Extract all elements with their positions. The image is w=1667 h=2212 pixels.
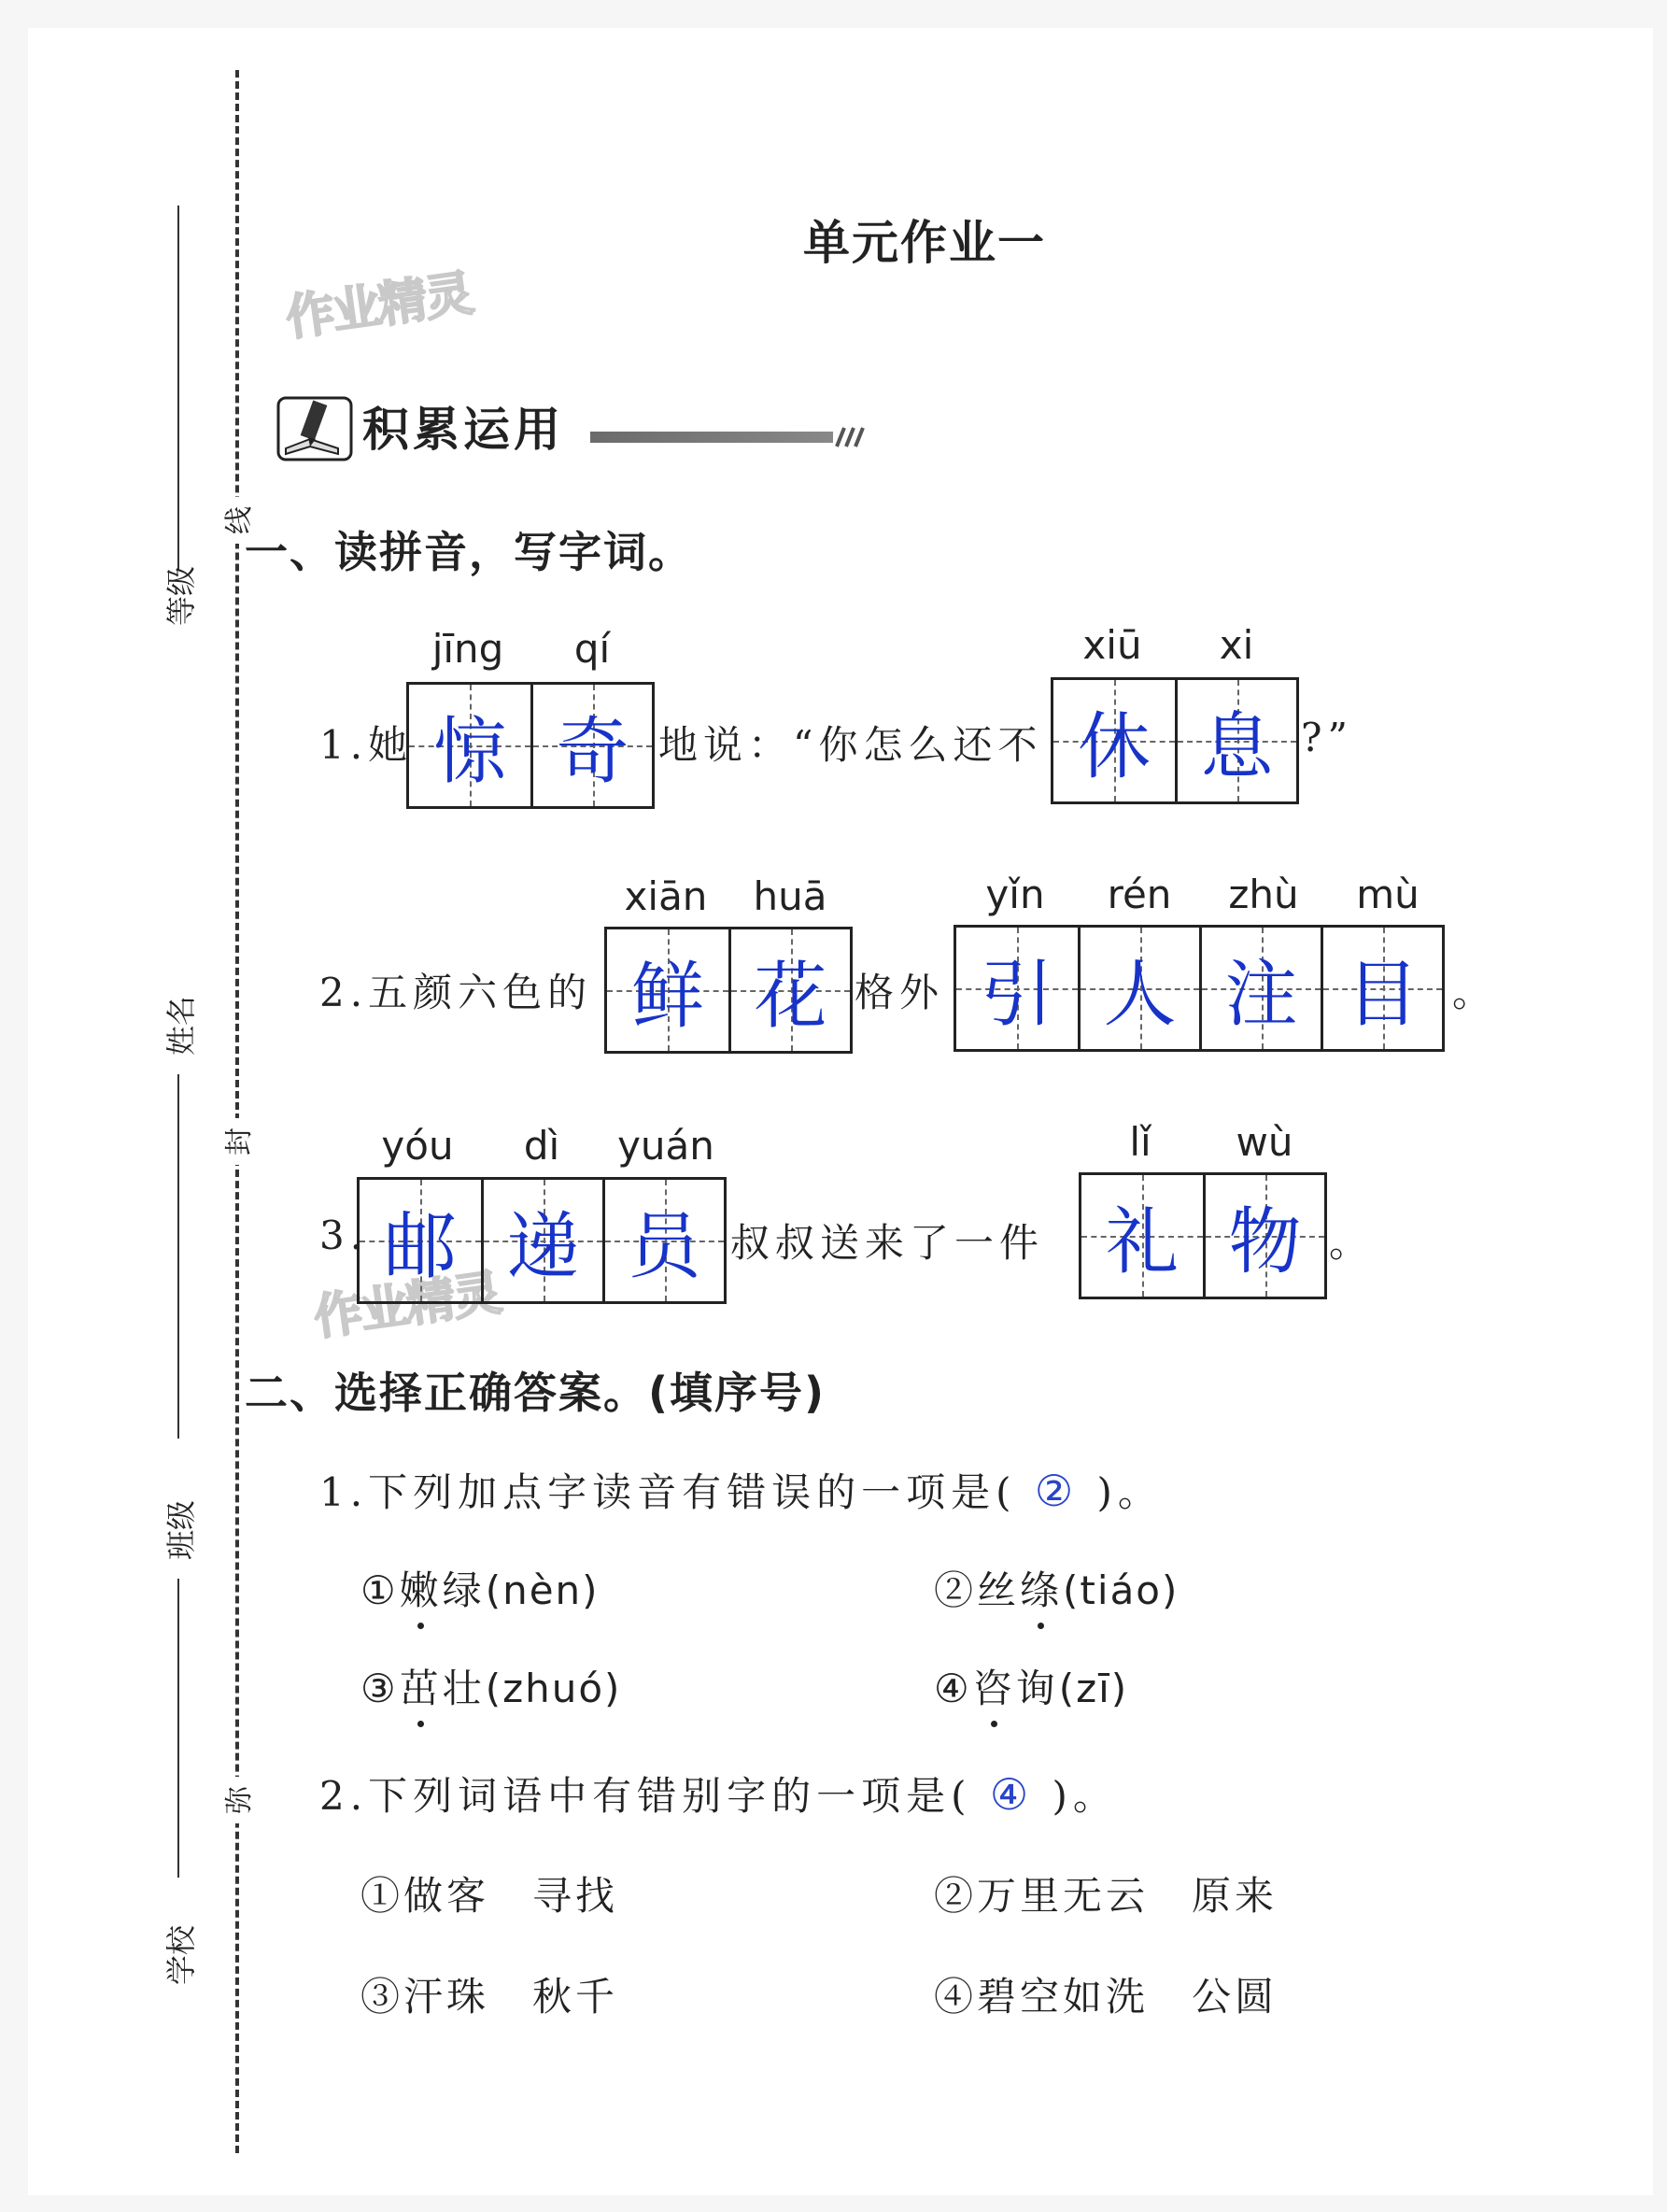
section-banner: [273, 392, 870, 467]
pinyin: huā: [753, 873, 827, 919]
answer-cell[interactable]: 邮: [360, 1180, 481, 1301]
worksheet-page: 线 封 弥 等级 姓名 班级 学校 单元作业一 作业精灵 作业精灵 积累运用 一、读拼音，写字词。 jīng qí 1.她 惊 奇 地说：“你怎么还不 xiū xi 休 息 ?” 2.五颜六色的 xiān huā 鲜 花 格外 yǐn rén zhù mù 引 人 注 目 。 3. yóu dì yuán 邮 递 员 叔叔送来了一件 lǐ wù 礼 物 。 二、选择正确答案。(填序号) 1.下列加点字读音有错误的一项是( ② )。 ①嫩绿(nèn) ②丝绦(tiáo) ③茁壮(zhuó) ④咨询(zī) 2.下列词语中有错别字的一项是( ④ )。 ①做客 寻找 ②万里无云 原来 ③汗珠 秋千 ④碧空如洗 公圆: [28, 28, 1653, 2195]
answer-fill[interactable]: ④: [989, 1769, 1035, 1820]
option-2[interactable]: ②万里无云 原来: [934, 1873, 1279, 1919]
answer-cell[interactable]: 注: [1199, 928, 1321, 1049]
pinyin: rén: [1107, 872, 1172, 917]
binding-dashed-line: [235, 70, 239, 2153]
part2-heading: 二、选择正确答案。(填序号): [245, 1368, 826, 1418]
option-4[interactable]: ④咨询(zī): [934, 1658, 1128, 1714]
answer-fill[interactable]: ②: [1034, 1466, 1080, 1516]
answer-cell[interactable]: 鲜: [607, 929, 728, 1051]
option-2[interactable]: ②丝绦(tiáo): [934, 1560, 1179, 1616]
answer-cell[interactable]: 递: [481, 1180, 602, 1301]
question-text: 叔叔送来了一件: [730, 1220, 1045, 1266]
pinyin: wù: [1236, 1119, 1293, 1165]
answer-boxes[interactable]: [357, 1177, 727, 1304]
section-banner-bar: [590, 432, 833, 443]
question-text: 地说：“你怎么还不: [658, 722, 1043, 768]
question-text: 3.: [319, 1212, 369, 1258]
answer-cell[interactable]: 奇: [530, 685, 652, 806]
question-text: 1.她: [319, 722, 414, 768]
option-3[interactable]: ③茁壮(zhuó): [360, 1658, 621, 1714]
pinyin: dì: [523, 1123, 560, 1169]
option-3[interactable]: ③汗珠 秋千: [360, 1974, 619, 2020]
question-text: 格外: [855, 970, 945, 1015]
pinyin: zhù: [1228, 872, 1299, 917]
answer-cell[interactable]: 礼: [1081, 1175, 1203, 1297]
pinyin: xi: [1219, 622, 1254, 668]
pinyin: xiū: [1082, 622, 1142, 668]
question-text: 2.五颜六色的: [319, 970, 593, 1015]
answer-cell[interactable]: 引: [956, 928, 1078, 1049]
answer-cell[interactable]: 员: [602, 1180, 724, 1301]
question-stem: 1.下列加点字读音有错误的一项是( ② )。: [319, 1466, 1163, 1516]
section-banner-label: 积累运用: [362, 403, 564, 457]
part1-heading: 一、读拼音，写字词。: [245, 527, 693, 577]
binding-mark-xian: 线: [216, 497, 257, 544]
answer-cell[interactable]: 物: [1203, 1175, 1324, 1297]
answer-cell[interactable]: 休: [1053, 680, 1175, 801]
option-1[interactable]: ①做客 寻找: [360, 1873, 619, 1919]
page-title: 单元作业一: [803, 216, 1046, 270]
pinyin: jīng: [431, 626, 504, 672]
watermark-2: 作业精灵: [310, 1265, 503, 1347]
option-1[interactable]: ①嫩绿(nèn): [360, 1560, 600, 1616]
pinyin: yóu: [381, 1123, 454, 1169]
answer-boxes[interactable]: [954, 925, 1445, 1052]
answer-boxes[interactable]: [1051, 677, 1299, 804]
option-4[interactable]: ④碧空如洗 公圆: [934, 1974, 1279, 2020]
binding-mark-feng: 封: [216, 1118, 257, 1165]
watermark: 作业精灵: [282, 265, 475, 347]
banner-slash-decoration: [833, 426, 870, 448]
answer-cell[interactable]: 花: [728, 929, 850, 1051]
question-text: 。: [1452, 970, 1498, 1015]
question-stem: 2.下列词语中有错别字的一项是( ④ )。: [319, 1769, 1118, 1820]
pinyin: yǐn: [985, 872, 1045, 917]
binding-mark-mi: 弥: [216, 1777, 257, 1823]
pinyin: qí: [573, 626, 611, 672]
question-text: 。: [1329, 1220, 1375, 1266]
pinyin: lǐ: [1129, 1119, 1151, 1165]
answer-cell[interactable]: 人: [1078, 928, 1199, 1049]
pinyin: xiān: [624, 873, 708, 919]
answer-boxes[interactable]: [1079, 1172, 1327, 1299]
answer-boxes[interactable]: [604, 927, 853, 1054]
answer-cell[interactable]: 息: [1175, 680, 1296, 801]
pinyin: yuán: [617, 1123, 714, 1169]
question-text: ?”: [1301, 715, 1353, 760]
answer-boxes[interactable]: [406, 682, 655, 809]
pinyin: mù: [1356, 872, 1420, 917]
pencil-book-icon: [273, 392, 357, 467]
answer-cell[interactable]: 目: [1321, 928, 1442, 1049]
answer-cell[interactable]: 惊: [409, 685, 530, 806]
